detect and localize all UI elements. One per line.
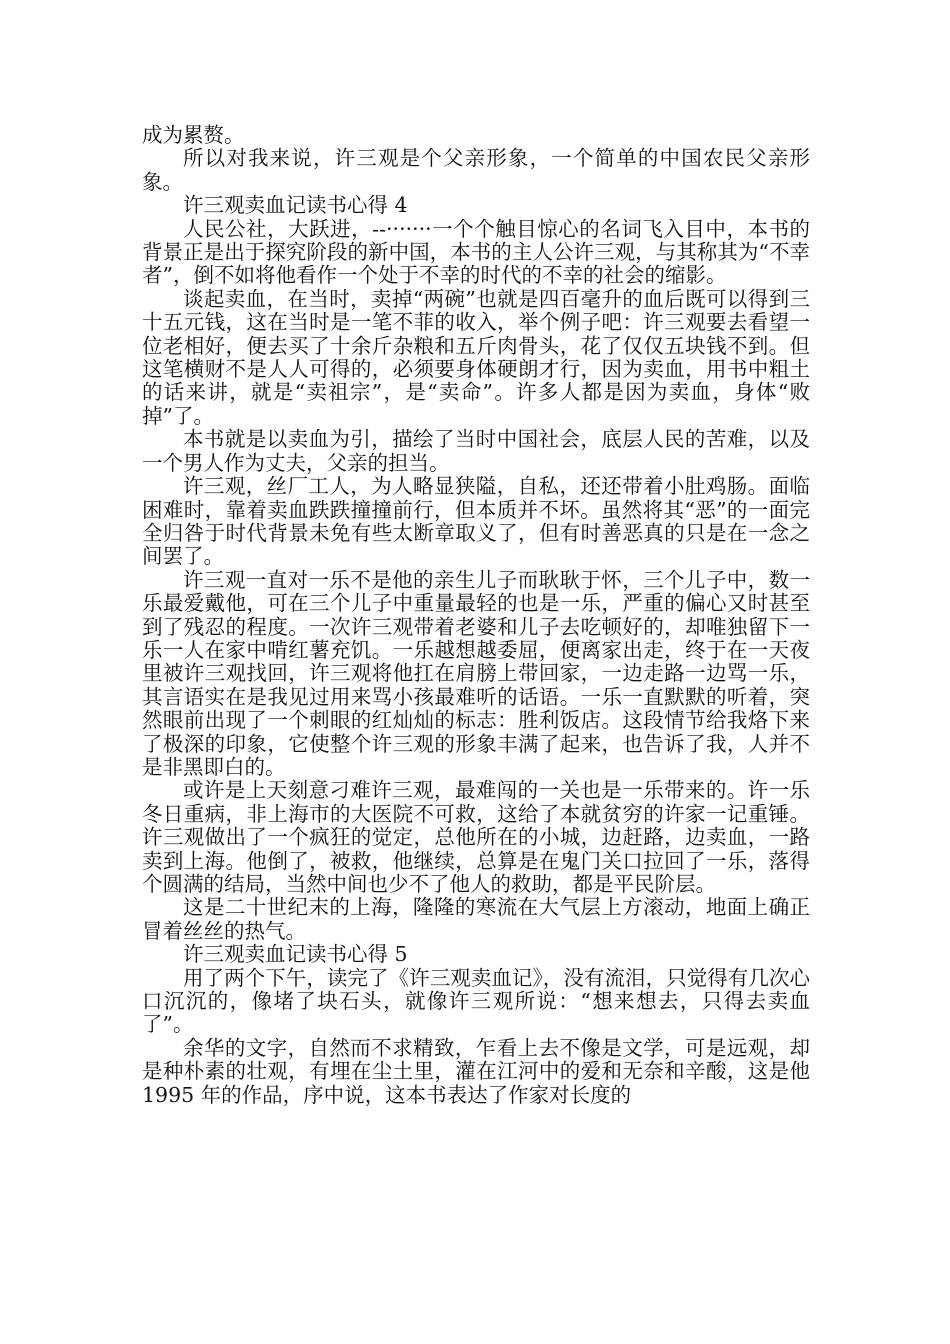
- paragraph: 许三观，丝厂工人，为人略显狭隘，自私，还还带着小肚鸡肠。面临困难时，靠着卖血跌跌撞撞前行，但本质并不坏。虽然将其“恶”的一面完全归咎于时代背景未免有些太断章取义了，但有时善恶真的只是在一念之间罢了。: [142, 474, 810, 569]
- paragraph: 余华的文字，自然而不求精致，乍看上去不像是文学，可是远观，却是种朴素的壮观，有埋在尘土里，灌在江河中的爱和无奈和辛酸，这是他 1995 年的作品，序中说，这本书表达了作家对长度的: [142, 1035, 810, 1107]
- paragraph: 或许是上天刻意刁难许三观，最难闯的一关也是一乐带来的。许一乐冬日重病，非上海市的大医院不可救，这给了本就贫穷的许家一记重锤。许三观做出了一个疯狂的觉定，总他所在的小城，边赶路，边卖血，一路卖到上海。他倒了，被救，他继续，总算是在鬼门关口拉回了一乐，落得个圆满的结局，当然中间也少不了他人的救助，都是平民阶层。: [142, 778, 810, 896]
- paragraph: 许三观一直对一乐不是他的亲生儿子而耿耿于怀，三个儿子中，数一乐最爱戴他，可在三个儿子中重量最轻的也是一乐，严重的偏心又时甚至到了残忍的程度。一次许三观带着老婆和儿子去吃顿好的，却唯独留下一乐一人在家中啃红薯充饥。一乐越想越委屈，便离家出走，终于在一天夜里被许三观找回，许三观将他扛在肩膀上带回家，一边走路一边骂一乐，其言语实在是我见过用来骂小孩最难听的话语。一乐一直默默的听着，突然眼前出现了一个刺眼的红灿灿的标志：胜利饭店。这段情节给我烙下来了极深的印象，它使整个许三观的形象丰满了起来，也告诉了我，人并不是非黑即白的。: [142, 567, 810, 779]
- section-heading: 许三观卖血记读书心得 4: [183, 193, 408, 218]
- paragraph: 这是二十世纪末的上海，隆隆的寒流在大气层上方滚动，地面上确正冒着丝丝的热气。: [142, 895, 810, 943]
- paragraph: 所以对我来说，许三观是个父亲形象，一个简单的中国农民父亲形象。: [142, 146, 810, 194]
- paragraph: 本书就是以卖血为引，描绘了当时中国社会，底层人民的苦难，以及一个男人作为丈夫，父亲的担当。: [142, 427, 810, 475]
- section-heading: 许三观卖血记读书心得 5: [183, 942, 408, 967]
- paragraph: 谈起卖血，在当时，卖掉“两碗”也就是四百毫升的血后既可以得到三十五元钱，这在当时是一笔不菲的收入，举个例子吧：许三观要去看望一位老相好，便去买了十余斤杂粮和五斤肉骨头，花了仅仅五块钱不到。但这笔横财不是人人可得的，必须要身体硬朗才行，因为卖血，用书中粗土的话来讲，就是“卖祖宗”，是“卖命”。许多人都是因为卖血，身体“败掉”了。: [142, 286, 810, 428]
- paragraph: 人民公社，大跃进，--·······一个个触目惊心的名词飞入目中，本书的背景正是出于探究阶段的新中国，本书的主人公许三观，与其称其为“不幸者”，倒不如将他看作一个处于不幸的时代的不幸的社会的缩影。: [142, 216, 810, 288]
- document-page: [142, 124, 810, 1107]
- paragraph-continuation: 成为累赘。: [142, 123, 245, 147]
- paragraph: 用了两个下午，读完了《许三观卖血记》，没有流泪，只觉得有几次心口沉沉的，像堵了块石头，就像许三观所说：“想来想去，只得去卖血了”。: [142, 965, 810, 1037]
